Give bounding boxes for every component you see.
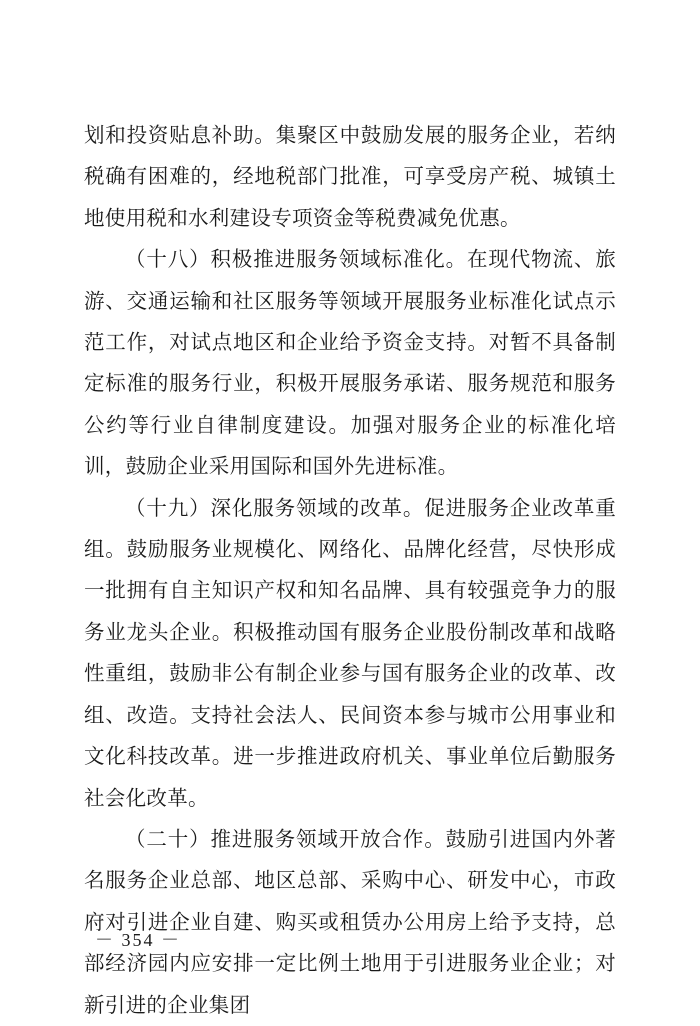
paragraph-item-20: （二十）推进服务领域开放合作。鼓励引进国内外著名服务企业总部、地区总部、采购中心、研发中心，市政府对引进企业自建、购买或租赁办公用房上给予支持，总部经济园内应安排一定比例土地用于引进服务业企业；对新引进的企业集团: [84, 826, 616, 1017]
document-body: [84, 115, 616, 1026]
paragraph-continuation: 划和投资贴息补助。集聚区中鼓励发展的服务企业，若纳税确有困难的，经地税部门批准，可享受房产税、城镇土地使用税和水利建设专项资金等税费减免优惠。: [84, 123, 616, 230]
paragraph-item-18: （十八）积极推进服务领域标准化。在现代物流、旅游、交通运输和社区服务等领域开展服务业标准化试点示范工作，对试点地区和企业给予资金支持。对暂不具备制定标准的服务行业，积极开展服务承诺、服务规范和服务公约等行业自律制度建设。加强对服务企业的标准化培训，鼓励企业采用国际和国外先进标准。: [84, 247, 616, 479]
page-number: － 354 －: [95, 930, 181, 950]
paragraph-item-19: （十九）深化服务领域的改革。促进服务企业改革重组。鼓励服务业规模化、网络化、品牌化经营，尽快形成一批拥有自主知识产权和知名品牌、具有较强竞争力的服务业龙头企业。积极推动国有服务企业股份制改革和战略性重组，鼓励非公有制企业参与国有服务企业的改革、改组、改造。支持社会法人、民间资本参与城市公用事业和文化科技改革。进一步推进政府机关、事业单位后勤服务社会化改革。: [84, 495, 616, 810]
